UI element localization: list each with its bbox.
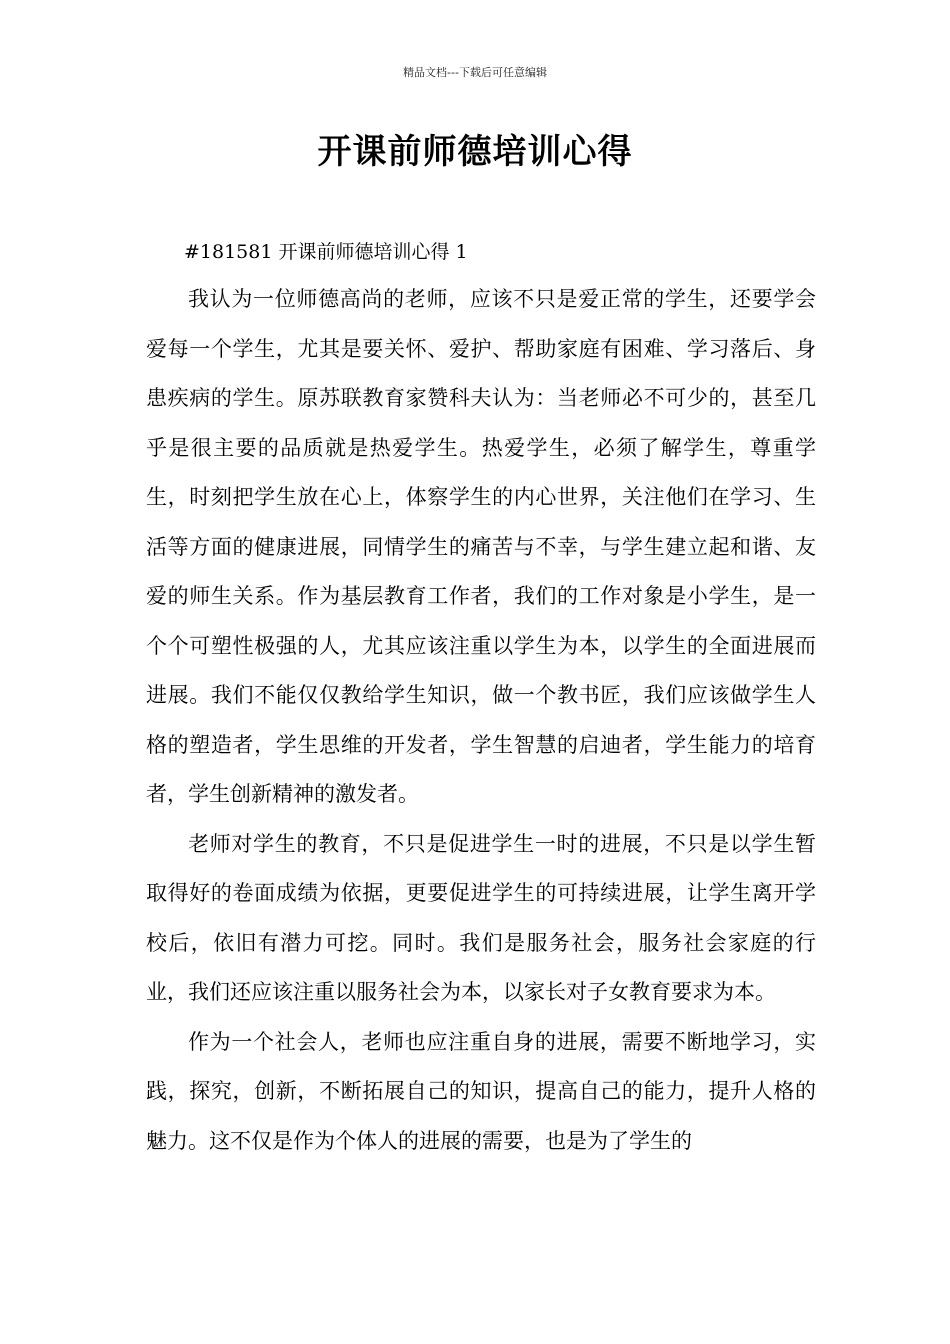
- document-title: 开课前师德培训心得: [317, 132, 633, 172]
- paragraph-2: 老师对学生的教育，不只是促进学生一时的进展，不只是以学生暂取得好的卷面成绩为依据，更要促进学生的可持续进展，让学生离开学校后，依旧有潜力可挖。同时。我们是服务社会，服务社会家庭的行业，我们还应该注重以服务社会为本，以家长对子女教育要求为本。: [146, 831, 816, 1004]
- section-subheading: #181581 开课前师德培训心得 1: [184, 241, 468, 263]
- paragraph-1: 我认为一位师德高尚的老师，应该不只是爱正常的学生，还要学会爱每一个学生，尤其是要关怀、爱护、帮助家庭有困难、学习落后、身患疾病的学生。原苏联教育家赞科夫认为：当老师必不可少的，甚至几乎是很主要的品质就是热爱学生。热爱学生，必须了解学生，尊重学生，时刻把学生放在心上，体察学生的内心世界，关注他们在学习、生活等方面的健康进展，同情学生的痛苦与不幸，与学生建立起和谐、友爱的师生关系。作为基层教育工作者，我们的工作对象是小学生，是一个个可塑性极强的人，尤其应该注重以学生为本，以学生的全面进展而进展。我们不能仅仅教给学生知识，做一个教书匠，我们应该做学生人格的塑造者，学生思维的开发者，学生智慧的启迪者，学生能力的培育者，学生创新精神的激发者。: [146, 287, 816, 806]
- header-note: 精品文档---下载后可任意编辑: [403, 66, 547, 79]
- document-body: [146, 230, 816, 1166]
- paragraph-3: 作为一个社会人，老师也应注重自身的进展，需要不断地学习，实践，探究，创新，不断拓展自己的知识，提高自己的能力，提升人格的魅力。这不仅是作为个体人的进展的需要，也是为了学生的: [146, 1029, 816, 1153]
